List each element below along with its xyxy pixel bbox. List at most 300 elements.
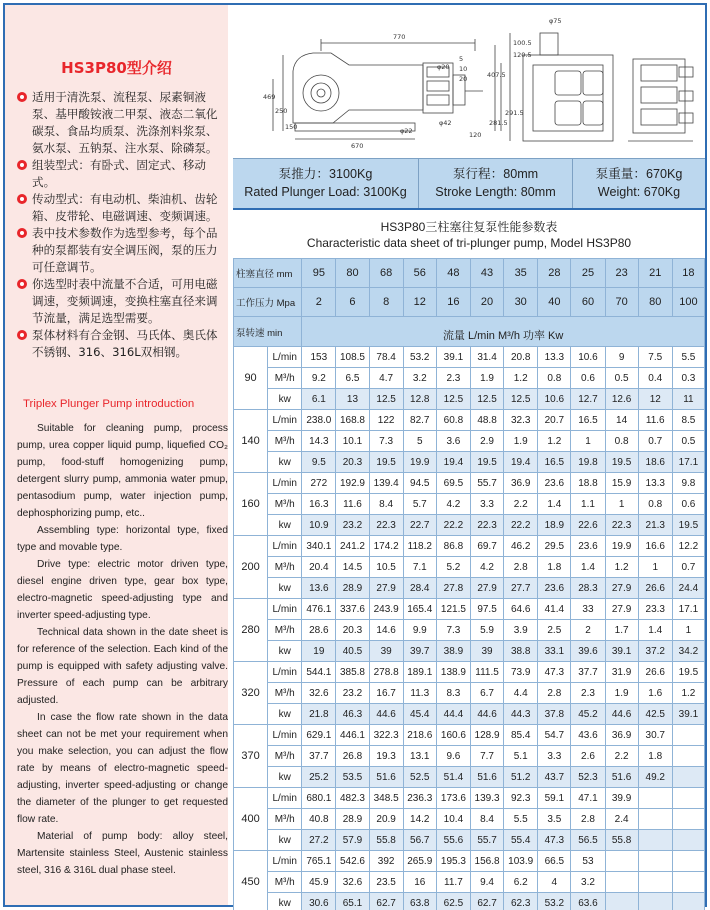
- chinese-feature-text: 适用于清洗泵、流程泵、尿素铜液泵、基甲酸铵液二甲泵、液态二氧化碳泵、食品均质泵、洗涤剂料浆泵、氨水泵、五钠泵、注水泵、除磷泵。: [32, 90, 218, 155]
- value-cell: 73.9: [504, 662, 538, 683]
- value-cell: 33.1: [538, 641, 571, 662]
- dim-150: 150: [285, 123, 298, 131]
- value-cell: [672, 746, 704, 767]
- pressure-cell: 70: [605, 288, 638, 317]
- value-cell: 55.4: [504, 830, 538, 851]
- value-cell: 13: [336, 389, 369, 410]
- speed-cell: 160: [234, 473, 268, 536]
- table-title: [233, 208, 705, 258]
- value-cell: 30.6: [302, 893, 336, 910]
- value-cell: 28.3: [571, 578, 605, 599]
- value-cell: 0.8: [638, 494, 672, 515]
- table-title-en: Characteristic data sheet of tri-plunger pump, Model HS3P80: [306, 236, 632, 250]
- chinese-feature-item: [15, 157, 225, 191]
- value-cell: 40.5: [336, 641, 369, 662]
- value-cell: 5.9: [470, 620, 503, 641]
- value-cell: 272: [302, 473, 336, 494]
- value-cell: 1.9: [605, 683, 638, 704]
- value-cell: 12: [638, 389, 672, 410]
- dim-281-5: 281.5: [489, 119, 508, 127]
- performance-table: [233, 258, 705, 910]
- pressure-cell: 16: [436, 288, 470, 317]
- value-cell: 1.2: [504, 368, 538, 389]
- bullet-icon: [17, 194, 27, 204]
- dim-phi42: φ42: [439, 119, 452, 127]
- diameter-cell: 95: [302, 259, 336, 288]
- value-cell: 12.8: [403, 389, 436, 410]
- pressure-cell: 80: [638, 288, 672, 317]
- value-cell: 34.2: [672, 641, 704, 662]
- value-cell: 82.7: [403, 410, 436, 431]
- dim-469: 469: [263, 93, 276, 101]
- value-cell: 392: [369, 851, 403, 872]
- value-cell: 39.9: [605, 788, 638, 809]
- value-cell: 18.9: [538, 515, 571, 536]
- unit-cell: M³/h: [268, 683, 302, 704]
- value-cell: 18.6: [638, 452, 672, 473]
- bullet-icon: [17, 279, 27, 289]
- value-cell: 195.3: [436, 851, 470, 872]
- value-cell: 46.3: [336, 704, 369, 725]
- diameter-cell: 80: [336, 259, 369, 288]
- value-cell: 13.3: [638, 473, 672, 494]
- value-cell: 103.9: [504, 851, 538, 872]
- chinese-feature-text: 泵体材料有合金钢、马氏体、奥氏体不锈钢、316、316L双相钢。: [32, 328, 218, 359]
- value-cell: 22.7: [403, 515, 436, 536]
- value-cell: 3.3: [470, 494, 503, 515]
- value-cell: 39.6: [571, 641, 605, 662]
- value-cell: 49.2: [638, 767, 672, 788]
- value-cell: 20.8: [504, 347, 538, 368]
- unit-cell: M³/h: [268, 872, 302, 893]
- value-cell: 38.8: [504, 641, 538, 662]
- chinese-feature-text: 你选型时表中流量不合适，可用电磁调速，变频调速，变换柱塞直径来调节流量，满足选型需要。: [32, 277, 218, 325]
- value-cell: 1.8: [638, 746, 672, 767]
- value-cell: 14.2: [403, 809, 436, 830]
- english-intro-paragraph: Drive type: electric motor driven type, diesel engine driven type, gear box type, electro-magnetic speed-adjusting type and inverter speed-adjusting type.: [17, 559, 228, 621]
- value-cell: 28.9: [336, 578, 369, 599]
- value-cell: 236.3: [403, 788, 436, 809]
- value-cell: 2.5: [538, 620, 571, 641]
- table-title-cn: HS3P80三柱塞往复泵性能参数表: [380, 220, 558, 234]
- diameter-cell: 23: [605, 259, 638, 288]
- value-cell: 51.6: [605, 767, 638, 788]
- value-cell: 218.6: [403, 725, 436, 746]
- table-row: [234, 872, 705, 893]
- value-cell: 122: [369, 410, 403, 431]
- table-row: [234, 368, 705, 389]
- diameter-cell: 35: [504, 259, 538, 288]
- value-cell: 0.7: [672, 557, 704, 578]
- spec-weight-cn: 泵重量：670Kg: [595, 167, 683, 181]
- value-cell: 2.8: [571, 809, 605, 830]
- diameter-row: [234, 259, 705, 288]
- dim-phi75: φ75: [549, 17, 562, 25]
- spec-plunger-load-cn: 泵推力：3100Kg: [278, 167, 373, 181]
- value-cell: 20.4: [302, 557, 336, 578]
- value-cell: 37.7: [571, 662, 605, 683]
- value-cell: 53: [571, 851, 605, 872]
- value-cell: 118.2: [403, 536, 436, 557]
- value-cell: 8.4: [470, 809, 503, 830]
- value-cell: 65.1: [336, 893, 369, 910]
- value-cell: 14: [605, 410, 638, 431]
- value-cell: 8.5: [672, 410, 704, 431]
- value-cell: 12.5: [504, 389, 538, 410]
- intro-title: HS3P80型介绍: [61, 59, 172, 77]
- pressure-label: 工作压力 Mpa: [234, 288, 302, 317]
- value-cell: 62.5: [436, 893, 470, 910]
- value-cell: 9.8: [672, 473, 704, 494]
- flow-header: 流量 L/min M³/h 功率 Kw: [302, 317, 705, 347]
- bullet-icon: [17, 92, 27, 102]
- value-cell: 63.8: [403, 893, 436, 910]
- value-cell: 15.9: [605, 473, 638, 494]
- value-cell: 3.3: [538, 746, 571, 767]
- bullet-icon: [17, 228, 27, 238]
- pressure-row: [234, 288, 705, 317]
- value-cell: 52.5: [403, 767, 436, 788]
- spec-plunger-load-en: Rated Plunger Load: 3100Kg: [244, 185, 407, 199]
- value-cell: 10.9: [302, 515, 336, 536]
- value-cell: 16.7: [369, 683, 403, 704]
- pressure-cell: 6: [336, 288, 369, 317]
- table-row: [234, 851, 705, 872]
- value-cell: 10.4: [436, 809, 470, 830]
- value-cell: 51.6: [369, 767, 403, 788]
- value-cell: 17.1: [672, 599, 704, 620]
- value-cell: 23.5: [369, 872, 403, 893]
- value-cell: 27.8: [436, 578, 470, 599]
- value-cell: 156.8: [470, 851, 503, 872]
- value-cell: 6.5: [336, 368, 369, 389]
- value-cell: 12.5: [436, 389, 470, 410]
- value-cell: 85.4: [504, 725, 538, 746]
- diameter-cell: 56: [403, 259, 436, 288]
- value-cell: 31.9: [605, 662, 638, 683]
- value-cell: 31.4: [470, 347, 503, 368]
- intro-panel: [5, 5, 228, 905]
- value-cell: 19.9: [403, 452, 436, 473]
- pump-drawing: [233, 5, 705, 158]
- dim-10: 10: [459, 65, 468, 73]
- value-cell: 55.8: [605, 830, 638, 851]
- table-row: [234, 725, 705, 746]
- value-cell: 38.9: [436, 641, 470, 662]
- value-cell: 27.9: [605, 599, 638, 620]
- bullet-icon: [17, 160, 27, 170]
- dim-100-5: 100.5: [513, 39, 532, 47]
- value-cell: 45.2: [571, 704, 605, 725]
- english-intro-paragraph: Technical data shown in the date sheet is for reference of the selection. Each kind of the pump is equipped with safety adjusting valve. Pressure of each pump can be arbitrary adjusted.: [17, 627, 228, 706]
- value-cell: 3.9: [504, 620, 538, 641]
- table-row: [234, 809, 705, 830]
- unit-cell: M³/h: [268, 557, 302, 578]
- value-cell: 4: [538, 872, 571, 893]
- value-cell: 44.6: [470, 704, 503, 725]
- value-cell: 48.8: [470, 410, 503, 431]
- value-cell: 12.5: [470, 389, 503, 410]
- value-cell: 2.3: [571, 683, 605, 704]
- value-cell: [672, 788, 704, 809]
- value-cell: [638, 893, 672, 910]
- dim-phi20: φ20: [437, 63, 450, 71]
- unit-cell: kw: [268, 515, 302, 536]
- dim-291-5: 291.5: [505, 109, 524, 117]
- speed-cell: 140: [234, 410, 268, 473]
- value-cell: [672, 767, 704, 788]
- value-cell: [672, 872, 704, 893]
- value-cell: 28.4: [403, 578, 436, 599]
- value-cell: 43.6: [571, 725, 605, 746]
- value-cell: 47.1: [571, 788, 605, 809]
- diameter-cell: 28: [538, 259, 571, 288]
- value-cell: 9.5: [302, 452, 336, 473]
- value-cell: [605, 872, 638, 893]
- unit-cell: M³/h: [268, 494, 302, 515]
- value-cell: 32.3: [504, 410, 538, 431]
- value-cell: 348.5: [369, 788, 403, 809]
- value-cell: 2.2: [504, 494, 538, 515]
- pressure-cell: 30: [504, 288, 538, 317]
- value-cell: 1.4: [538, 494, 571, 515]
- spec-strip: [233, 158, 705, 208]
- unit-cell: L/min: [268, 410, 302, 431]
- table-row: [234, 494, 705, 515]
- value-cell: [605, 851, 638, 872]
- chinese-feature-item: [15, 327, 225, 361]
- value-cell: 12.2: [672, 536, 704, 557]
- value-cell: 14.5: [336, 557, 369, 578]
- value-cell: 2: [571, 620, 605, 641]
- value-cell: [672, 851, 704, 872]
- pressure-cell: 40: [538, 288, 571, 317]
- value-cell: 22.6: [571, 515, 605, 536]
- value-cell: 27.7: [504, 578, 538, 599]
- dim-250: 250: [275, 107, 288, 115]
- value-cell: 5.1: [504, 746, 538, 767]
- value-cell: 21.3: [638, 515, 672, 536]
- pressure-cell: 60: [571, 288, 605, 317]
- diameter-cell: 68: [369, 259, 403, 288]
- value-cell: [672, 725, 704, 746]
- value-cell: 97.5: [470, 599, 503, 620]
- value-cell: 94.5: [403, 473, 436, 494]
- value-cell: 4.4: [504, 683, 538, 704]
- value-cell: 139.4: [369, 473, 403, 494]
- value-cell: 3.2: [403, 368, 436, 389]
- value-cell: 32.6: [302, 683, 336, 704]
- value-cell: 22.3: [605, 515, 638, 536]
- unit-cell: kw: [268, 389, 302, 410]
- speed-cell: 280: [234, 599, 268, 662]
- unit-cell: kw: [268, 578, 302, 599]
- value-cell: 1: [605, 494, 638, 515]
- value-cell: 66.5: [538, 851, 571, 872]
- table-row: [234, 620, 705, 641]
- value-cell: 446.1: [336, 725, 369, 746]
- value-cell: 8.4: [369, 494, 403, 515]
- value-cell: 54.7: [538, 725, 571, 746]
- value-cell: 2.8: [538, 683, 571, 704]
- value-cell: 2.9: [470, 431, 503, 452]
- value-cell: 1: [672, 620, 704, 641]
- speed-label: 泵转速 min: [234, 317, 302, 347]
- pressure-cell: 2: [302, 288, 336, 317]
- value-cell: 1: [638, 557, 672, 578]
- value-cell: 37.2: [638, 641, 672, 662]
- value-cell: 44.6: [369, 704, 403, 725]
- value-cell: 28.6: [302, 620, 336, 641]
- value-cell: 128.9: [470, 725, 503, 746]
- table-row: [234, 347, 705, 368]
- value-cell: 20.9: [369, 809, 403, 830]
- value-cell: 41.4: [538, 599, 571, 620]
- value-cell: 64.6: [504, 599, 538, 620]
- value-cell: 19.5: [605, 452, 638, 473]
- table-row: [234, 431, 705, 452]
- unit-cell: kw: [268, 893, 302, 910]
- table-row: [234, 683, 705, 704]
- value-cell: 53.2: [538, 893, 571, 910]
- value-cell: 0.6: [672, 494, 704, 515]
- pressure-cell: 12: [403, 288, 436, 317]
- value-cell: 111.5: [470, 662, 503, 683]
- value-cell: [638, 788, 672, 809]
- value-cell: 51.6: [470, 767, 503, 788]
- value-cell: 10.1: [336, 431, 369, 452]
- spec-stroke-en: Stroke Length: 80mm: [435, 185, 556, 199]
- value-cell: 7.5: [638, 347, 672, 368]
- value-cell: 1.2: [672, 683, 704, 704]
- chinese-feature-text: 表中技术参数作为选型参考，每个品种的泵都装有安全调压阀，泵的压力可任意调节。: [32, 226, 218, 274]
- value-cell: 30.7: [638, 725, 672, 746]
- value-cell: 0.6: [571, 368, 605, 389]
- dim-407-5: 407.5: [487, 71, 506, 79]
- table-row: [234, 704, 705, 725]
- speed-cell: 320: [234, 662, 268, 725]
- bullet-icon: [17, 330, 27, 340]
- unit-cell: M³/h: [268, 431, 302, 452]
- value-cell: 482.3: [336, 788, 369, 809]
- value-cell: 5: [403, 431, 436, 452]
- unit-cell: kw: [268, 704, 302, 725]
- unit-cell: L/min: [268, 662, 302, 683]
- value-cell: 7.3: [436, 620, 470, 641]
- value-cell: 0.4: [638, 368, 672, 389]
- value-cell: 25.2: [302, 767, 336, 788]
- value-cell: 265.9: [403, 851, 436, 872]
- table-row: [234, 767, 705, 788]
- value-cell: 12.5: [369, 389, 403, 410]
- value-cell: 14.3: [302, 431, 336, 452]
- value-cell: 2.2: [605, 746, 638, 767]
- chinese-feature-text: 传动型式：有电动机、柴油机、齿轮箱、皮带轮、电磁调速、变频调速。: [32, 192, 218, 223]
- value-cell: 27.9: [369, 578, 403, 599]
- table-row: [234, 746, 705, 767]
- value-cell: 3.6: [436, 431, 470, 452]
- value-cell: 43.7: [538, 767, 571, 788]
- value-cell: 16.5: [571, 410, 605, 431]
- table-row: [234, 578, 705, 599]
- value-cell: 32.6: [336, 872, 369, 893]
- value-cell: 53.5: [336, 767, 369, 788]
- value-cell: 1.6: [638, 683, 672, 704]
- unit-cell: kw: [268, 767, 302, 788]
- english-intro-text: [17, 420, 228, 879]
- value-cell: 23.6: [538, 578, 571, 599]
- speed-cell: 90: [234, 347, 268, 410]
- value-cell: 11.3: [403, 683, 436, 704]
- value-cell: 45.9: [302, 872, 336, 893]
- diameter-cell: 25: [571, 259, 605, 288]
- value-cell: 337.6: [336, 599, 369, 620]
- value-cell: 138.9: [436, 662, 470, 683]
- value-cell: [638, 851, 672, 872]
- value-cell: 86.8: [436, 536, 470, 557]
- value-cell: 1.9: [504, 431, 538, 452]
- value-cell: 44.6: [605, 704, 638, 725]
- value-cell: 9: [605, 347, 638, 368]
- value-cell: 11.6: [336, 494, 369, 515]
- value-cell: 1: [571, 431, 605, 452]
- value-cell: 56.5: [571, 830, 605, 851]
- value-cell: 0.7: [638, 431, 672, 452]
- value-cell: 1.4: [571, 557, 605, 578]
- spec-stroke-cn: 泵行程：80mm: [452, 167, 539, 181]
- value-cell: 51.2: [504, 767, 538, 788]
- value-cell: 27.2: [302, 830, 336, 851]
- speed-cell: 370: [234, 725, 268, 788]
- value-cell: 121.5: [436, 599, 470, 620]
- unit-cell: L/min: [268, 725, 302, 746]
- value-cell: 1.8: [538, 557, 571, 578]
- spec-plunger-load: [233, 159, 419, 209]
- value-cell: 37.7: [302, 746, 336, 767]
- value-cell: 19.9: [605, 536, 638, 557]
- value-cell: 340.1: [302, 536, 336, 557]
- diameter-cell: 21: [638, 259, 672, 288]
- unit-cell: M³/h: [268, 368, 302, 389]
- value-cell: 2.4: [605, 809, 638, 830]
- table-row: [234, 389, 705, 410]
- value-cell: 23.2: [336, 515, 369, 536]
- value-cell: 18.8: [571, 473, 605, 494]
- table-row: [234, 641, 705, 662]
- value-cell: 36.9: [504, 473, 538, 494]
- value-cell: 5.5: [672, 347, 704, 368]
- value-cell: 24.4: [672, 578, 704, 599]
- value-cell: 62.3: [504, 893, 538, 910]
- value-cell: 1.2: [538, 431, 571, 452]
- value-cell: 69.7: [470, 536, 503, 557]
- value-cell: 13.1: [403, 746, 436, 767]
- value-cell: 40.8: [302, 809, 336, 830]
- unit-cell: M³/h: [268, 809, 302, 830]
- value-cell: 11.6: [638, 410, 672, 431]
- value-cell: 14.6: [369, 620, 403, 641]
- table-row: [234, 452, 705, 473]
- pump-outline-drawing: [233, 5, 705, 158]
- value-cell: 55.7: [470, 830, 503, 851]
- value-cell: 3.2: [571, 872, 605, 893]
- dim-5: 5: [459, 55, 464, 63]
- value-cell: 39: [369, 641, 403, 662]
- value-cell: 160.6: [436, 725, 470, 746]
- value-cell: 23.3: [638, 599, 672, 620]
- unit-cell: L/min: [268, 473, 302, 494]
- value-cell: 23.2: [336, 683, 369, 704]
